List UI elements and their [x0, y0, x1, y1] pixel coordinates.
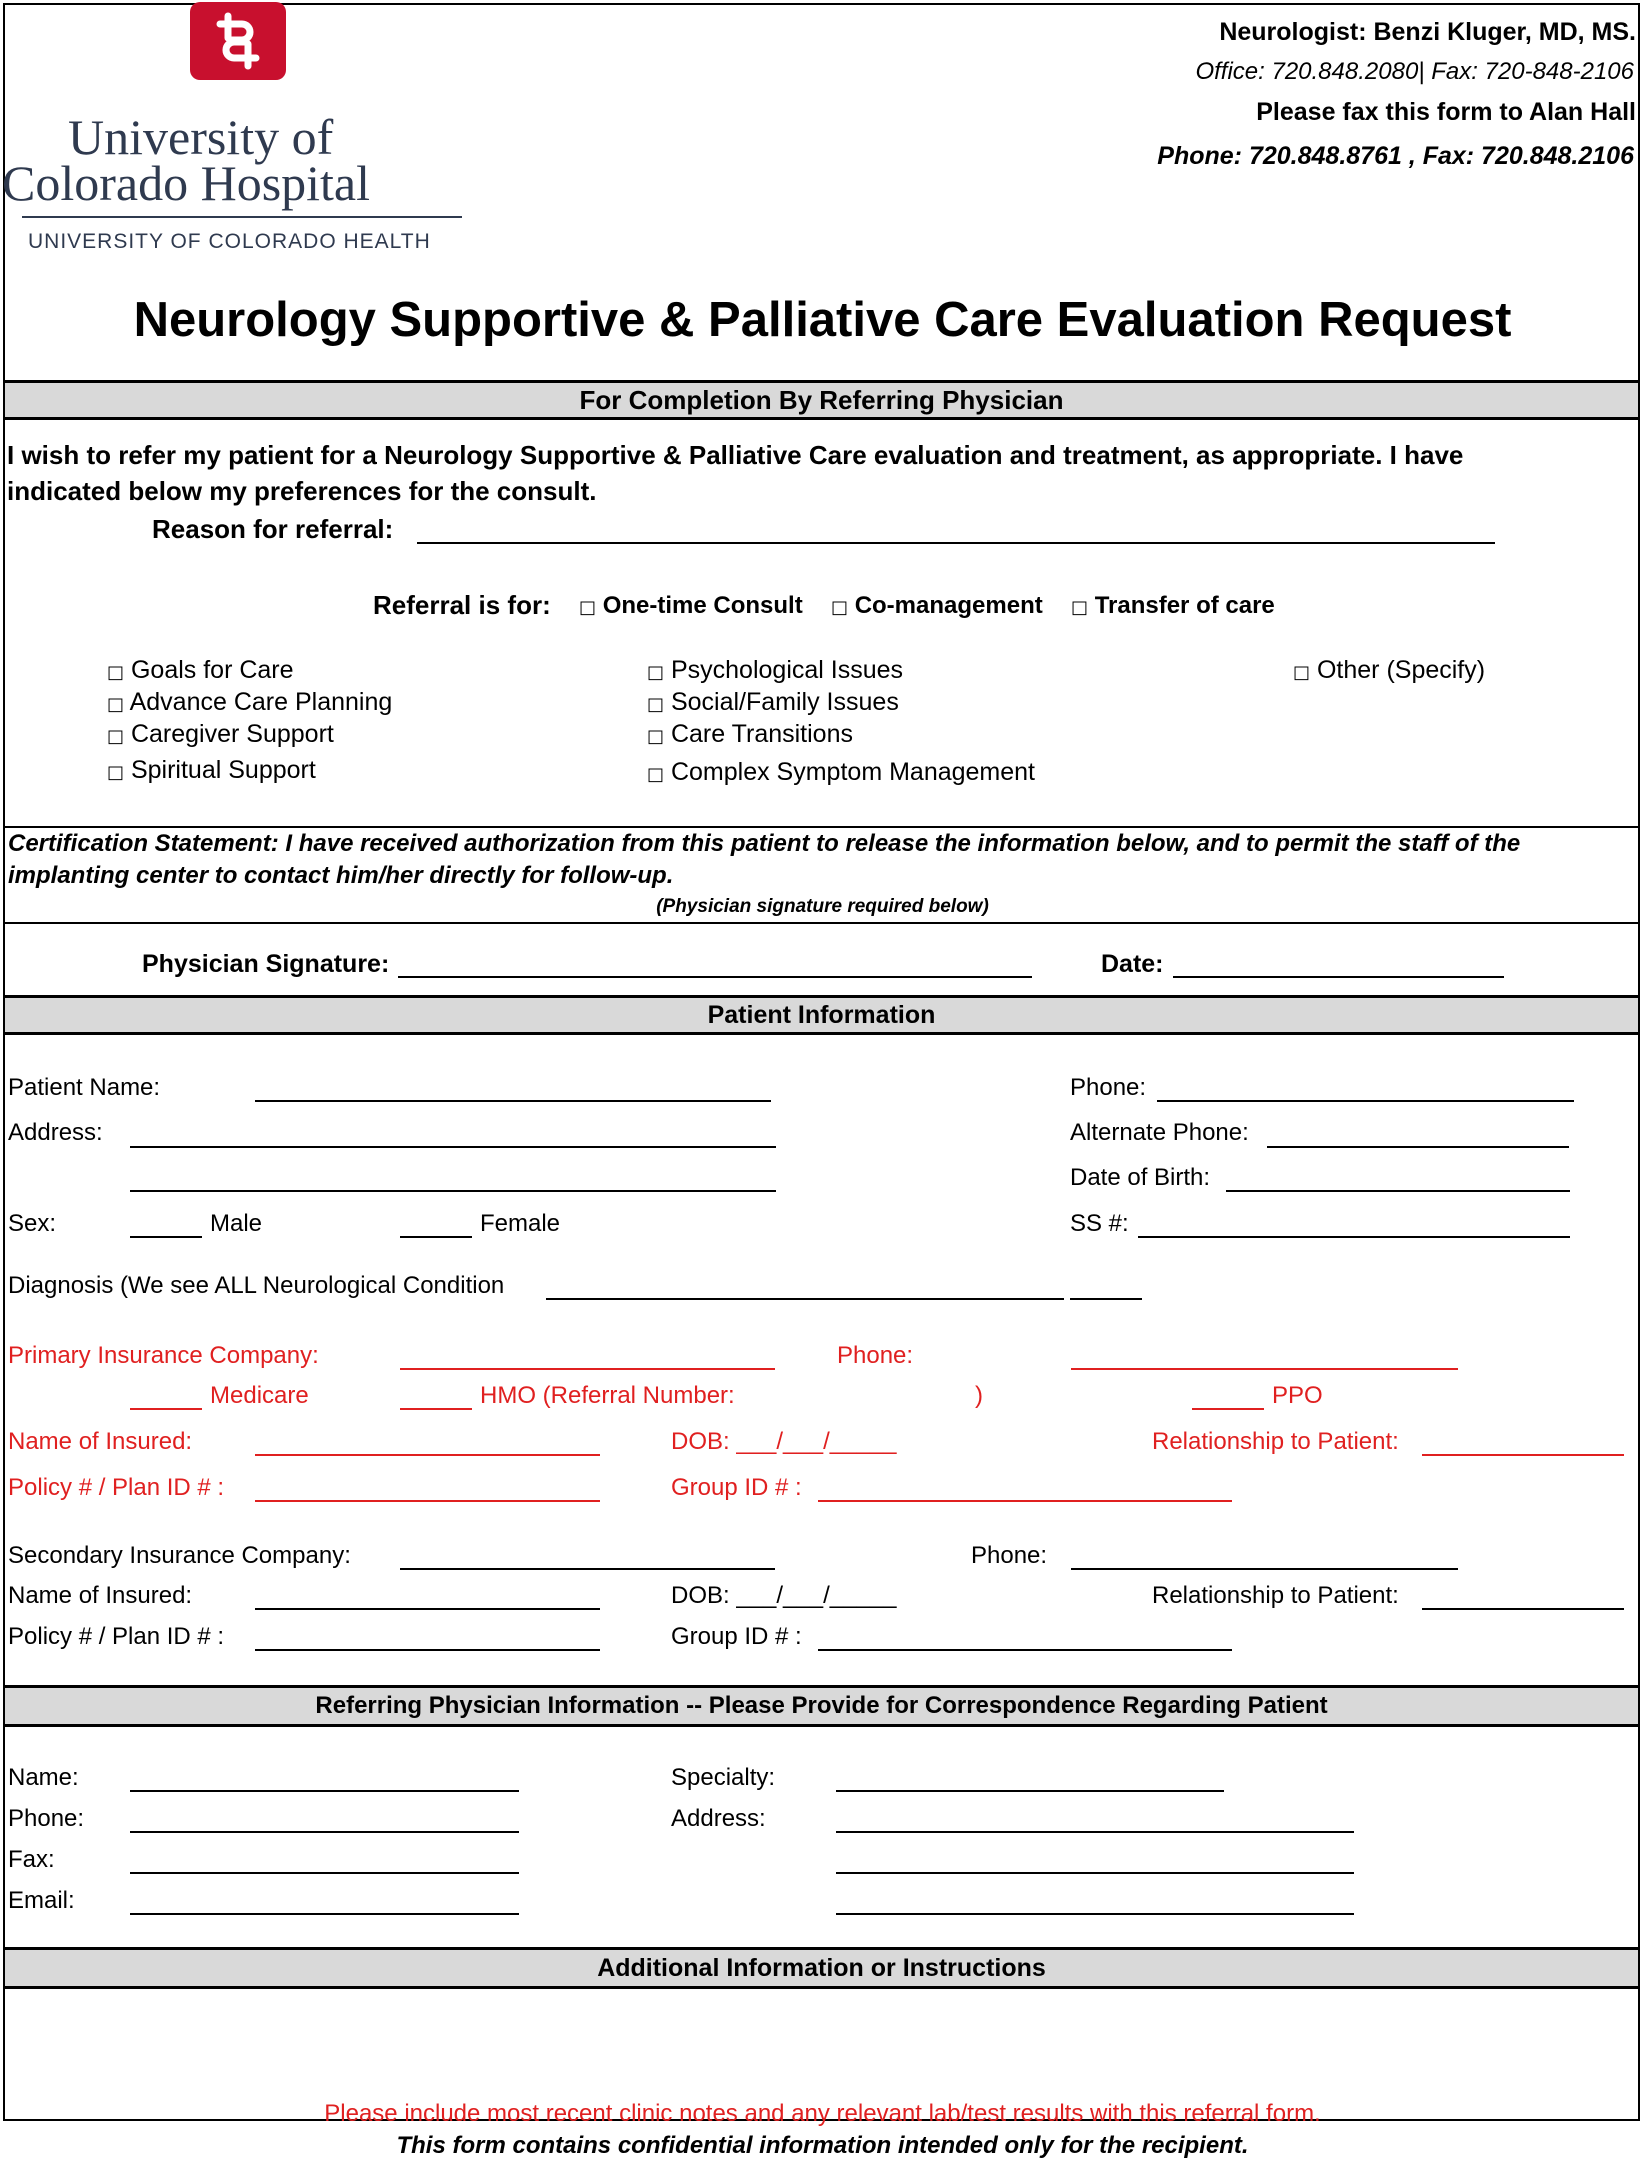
ss-number-field[interactable] — [1138, 1212, 1570, 1238]
primary-insured-dob[interactable]: DOB: ___/___/_____ — [671, 1428, 897, 1455]
alternate-phone-field[interactable] — [1267, 1122, 1569, 1148]
ref-address-label: Address: — [671, 1805, 766, 1832]
checkbox-label: Advance Care Planning — [129, 688, 393, 716]
checkbox-label: Spiritual Support — [130, 756, 316, 784]
sex-label: Sex: — [8, 1210, 57, 1237]
checkbox-icon: □ — [107, 662, 125, 683]
reason-for-referral-label: Reason for referral: — [152, 514, 394, 544]
section-header-referring-info: Referring Physician Information -- Please Provide for Correspondence Regarding Patient — [5, 1685, 1638, 1727]
secondary-relationship-field[interactable] — [1422, 1584, 1624, 1610]
ref-phone-field[interactable] — [130, 1807, 519, 1833]
medicare-field[interactable] — [130, 1384, 202, 1410]
referral-intro-line2: indicated below my preferences for the consult. — [7, 476, 597, 506]
logo-line1: University of — [68, 109, 334, 165]
secondary-group-field[interactable] — [818, 1625, 1232, 1651]
fax-contact: Phone: 720.848.8761 , Fax: 720.848.2106 — [1157, 142, 1634, 170]
section-header-additional-info: Additional Information or Instructions — [5, 1947, 1638, 1989]
secondary-insured-dob[interactable]: DOB: ___/___/_____ — [671, 1582, 897, 1609]
alternate-phone-label: Alternate Phone: — [1070, 1119, 1249, 1146]
ppo-label: PPO — [1272, 1382, 1323, 1409]
hospital-logo — [0, 0, 470, 260]
patient-address-label: Address: — [8, 1119, 103, 1146]
referral-option-co-management[interactable] — [831, 592, 1043, 620]
date-of-birth-label: Date of Birth: — [1070, 1164, 1211, 1191]
additional-info-note: Please include most recent clinic notes and any relevant lab/test results with this referral form. — [324, 2100, 1321, 2127]
physician-signature-label: Physician Signature: — [142, 950, 390, 978]
checkbox-label: Complex Symptom Management — [670, 758, 1036, 786]
patient-phone-label: Phone: — [1070, 1074, 1147, 1101]
hmo-field[interactable] — [400, 1384, 472, 1410]
secondary-insurance-phone-label: Phone: — [971, 1542, 1048, 1569]
section-header-referring-physician: For Completion By Referring Physician — [5, 380, 1638, 420]
referral-option-label: Co-management — [854, 592, 1043, 619]
fax-instruction: Please fax this form to Alan Hall — [1256, 98, 1636, 126]
checkbox-icon: □ — [579, 597, 597, 618]
patient-name-label: Patient Name: — [8, 1074, 161, 1101]
patient-name-field[interactable] — [255, 1076, 771, 1102]
checkbox-goals-for-care[interactable] — [107, 656, 294, 685]
secondary-insured-name-field[interactable] — [255, 1584, 600, 1610]
secondary-insurance-field[interactable] — [400, 1544, 775, 1570]
checkbox-label: Goals for Care — [130, 656, 294, 684]
checkbox-caregiver-support[interactable] — [107, 720, 334, 749]
checkbox-icon: □ — [647, 694, 665, 715]
medicare-label: Medicare — [210, 1382, 309, 1409]
primary-group-field[interactable] — [818, 1476, 1232, 1502]
ref-specialty-field[interactable] — [836, 1766, 1224, 1792]
referral-intro-line1: I wish to refer my patient for a Neurology Supportive & Palliative Care evaluation and treatment, as appropriate. I have — [7, 440, 1464, 470]
referral-option-transfer[interactable] — [1071, 592, 1275, 620]
primary-insured-name-field[interactable] — [255, 1430, 600, 1456]
checkbox-icon: □ — [107, 762, 125, 783]
patient-address-field-line2[interactable] — [130, 1166, 776, 1192]
primary-relationship-field[interactable] — [1422, 1430, 1624, 1456]
ref-address-field-line2[interactable] — [836, 1848, 1354, 1874]
primary-insurance-label: Primary Insurance Company: — [8, 1342, 319, 1369]
ref-email-field[interactable] — [130, 1889, 519, 1915]
section-header-patient-info: Patient Information — [5, 995, 1638, 1035]
referral-type-label: Referral is for: — [373, 590, 551, 620]
sex-female-field[interactable] — [400, 1212, 472, 1238]
primary-group-label: Group ID # : — [671, 1474, 802, 1501]
referral-option-one-time[interactable] — [579, 592, 803, 620]
secondary-insurance-phone-field[interactable] — [1071, 1544, 1458, 1570]
form-title: Neurology Supportive & Palliative Care Evaluation Request — [133, 293, 1512, 347]
checkbox-other-specify[interactable] — [1293, 656, 1485, 685]
checkbox-advance-care-planning[interactable] — [107, 688, 392, 717]
ref-fax-label: Fax: — [8, 1846, 55, 1873]
checkbox-icon: □ — [1071, 597, 1089, 618]
certification-line1: Certification Statement: I have received authorization from this patient to release the information below, and to permit the staff of the — [8, 830, 1521, 857]
additional-info-area[interactable] — [5, 1989, 1638, 2099]
hmo-close-paren: ) — [975, 1382, 983, 1409]
reason-for-referral-field[interactable] — [417, 516, 1495, 544]
secondary-insured-name-label: Name of Insured: — [8, 1582, 193, 1609]
checkbox-icon: □ — [647, 764, 665, 785]
checkbox-social-family-issues[interactable] — [647, 688, 899, 717]
checkbox-label: Care Transitions — [670, 720, 853, 748]
primary-insurance-phone-label: Phone: — [837, 1342, 914, 1369]
secondary-policy-label: Policy # / Plan ID # : — [8, 1623, 225, 1650]
secondary-insurance-label: Secondary Insurance Company: — [8, 1542, 351, 1569]
patient-address-field-line1[interactable] — [130, 1122, 776, 1148]
ref-address-field-line1[interactable] — [836, 1807, 1354, 1833]
primary-policy-field[interactable] — [255, 1476, 600, 1502]
checkbox-icon: □ — [107, 694, 125, 715]
logo-subtitle: UNIVERSITY OF COLORADO HEALTH — [28, 230, 431, 253]
ref-phone-label: Phone: — [8, 1805, 85, 1832]
primary-insurance-field[interactable] — [400, 1344, 775, 1370]
diagnosis-field[interactable] — [546, 1274, 1064, 1300]
checkbox-label: Psychological Issues — [670, 656, 904, 684]
hmo-label: HMO (Referral Number: — [480, 1382, 735, 1409]
secondary-policy-field[interactable] — [255, 1625, 600, 1651]
certification-line2: implanting center to contact him/her directly for follow-up. — [8, 862, 674, 889]
primary-policy-label: Policy # / Plan ID # : — [8, 1474, 225, 1501]
referral-option-label: Transfer of care — [1094, 592, 1275, 619]
checkbox-label: Social/Family Issues — [670, 688, 899, 716]
confidentiality-footer: This form contains confidential information intended only for the recipient. — [396, 2132, 1249, 2159]
ref-name-field[interactable] — [130, 1766, 519, 1792]
ss-number-label: SS #: — [1070, 1210, 1129, 1237]
ref-specialty-label: Specialty: — [671, 1764, 776, 1791]
sex-male-label: Male — [210, 1210, 263, 1237]
logo-mark-icon — [190, 2, 286, 80]
secondary-group-label: Group ID # : — [671, 1623, 802, 1650]
ref-address-field-line3[interactable] — [836, 1889, 1354, 1915]
checkbox-icon: □ — [647, 726, 665, 747]
signature-required-note: (Physician signature required below) — [656, 896, 989, 917]
ref-email-label: Email: — [8, 1887, 75, 1914]
sex-female-label: Female — [480, 1210, 561, 1237]
primary-relationship-label: Relationship to Patient: — [1152, 1428, 1399, 1455]
checkbox-icon: □ — [107, 726, 125, 747]
primary-insurance-phone-field[interactable] — [1071, 1344, 1458, 1370]
sex-male-field[interactable] — [130, 1212, 202, 1238]
signature-date-field[interactable] — [1173, 952, 1504, 978]
ppo-field[interactable] — [1192, 1384, 1264, 1410]
primary-insured-name-label: Name of Insured: — [8, 1428, 193, 1455]
signature-date-label: Date: — [1101, 950, 1164, 978]
checkbox-icon: □ — [647, 662, 665, 683]
checkbox-spiritual-support[interactable] — [107, 756, 316, 785]
diagnosis-field-extra[interactable] — [1070, 1274, 1142, 1300]
referral-option-label: One-time Consult — [602, 592, 803, 619]
ref-name-label: Name: — [8, 1764, 79, 1791]
checkbox-label: Caregiver Support — [130, 720, 334, 748]
checkbox-psychological-issues[interactable] — [647, 656, 903, 685]
ref-fax-field[interactable] — [130, 1848, 519, 1874]
physician-signature-field[interactable] — [398, 952, 1032, 978]
secondary-relationship-label: Relationship to Patient: — [1152, 1582, 1399, 1609]
neurologist-name: Neurologist: Benzi Kluger, MD, MS. — [1219, 18, 1636, 46]
date-of-birth-field[interactable] — [1226, 1166, 1570, 1192]
checkbox-label: Other (Specify) — [1316, 656, 1486, 684]
checkbox-icon: □ — [831, 597, 849, 618]
diagnosis-label: Diagnosis (We see ALL Neurological Condition — [8, 1272, 505, 1299]
checkbox-icon: □ — [1293, 662, 1311, 683]
patient-phone-field[interactable] — [1157, 1076, 1574, 1102]
checkbox-care-transitions[interactable] — [647, 720, 853, 749]
logo-line2: Colorado Hospital — [2, 155, 371, 211]
checkbox-complex-symptom-management[interactable] — [647, 758, 1035, 787]
office-contact: Office: 720.848.2080| Fax: 720-848-2106 — [1195, 58, 1634, 85]
